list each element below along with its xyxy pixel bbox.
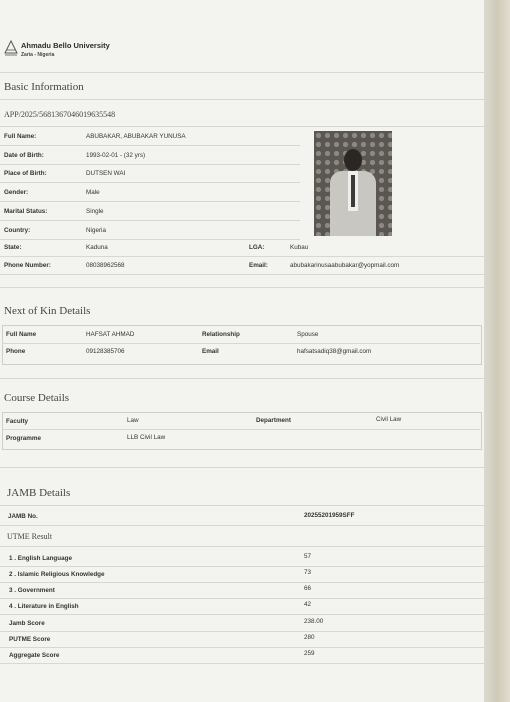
university-crest-icon <box>4 40 18 56</box>
subject-label: 1 . English Language <box>9 555 72 562</box>
faculty-label: Faculty <box>6 418 29 425</box>
university-name: Ahmadu Bello University <box>21 41 110 50</box>
programme-value: LLB Civil Law <box>127 434 166 441</box>
basic-field-value: Nigeria <box>86 227 106 234</box>
basic-field-value: 08038962568 <box>86 262 125 269</box>
kin-fullname-label: Full Name <box>6 331 37 338</box>
kin-phone-label: Phone <box>6 348 26 355</box>
course-title: Course Details <box>4 392 70 404</box>
applicant-photo <box>314 131 392 236</box>
page-edge <box>484 0 510 702</box>
basic-field-label: Phone Number: <box>4 262 51 269</box>
application-id: APP/2025/5681367046019635548 <box>4 110 116 119</box>
basic-field-label: Marital Status: <box>4 208 48 215</box>
basic-field-value: Kaduna <box>86 244 108 251</box>
score-label: Jamb Score <box>9 620 45 627</box>
subject-value: 42 <box>304 601 312 608</box>
score-value: 259 <box>304 650 315 657</box>
basic-field-value: 1993-02-01 - (32 yrs) <box>86 152 146 159</box>
basic-field-label: Place of Birth: <box>4 170 47 177</box>
subject-value: 57 <box>304 553 312 560</box>
jamb-title: JAMB Details <box>7 487 71 499</box>
basic-field-value: Single <box>86 208 104 215</box>
lga-label: LGA: <box>249 244 265 251</box>
subject-value: 73 <box>304 569 312 576</box>
basic-info-title: Basic Information <box>4 81 84 93</box>
subject-label: 2 . Islamic Religious Knowledge <box>9 571 105 578</box>
university-location: Zaria - Nigeria <box>21 52 55 58</box>
kin-phone-value: 09128385706 <box>86 348 125 355</box>
basic-field-label: Country: <box>4 227 31 234</box>
basic-field-label: Full Name: <box>4 133 37 140</box>
kin-relationship-value: Spouse <box>297 331 319 338</box>
kin-email-value: hafsatsadiq38@gmail.com <box>297 348 372 355</box>
email-value: abubakarinusaabubakar@yopmail.com <box>290 262 400 269</box>
department-value: Civil Law <box>376 416 402 423</box>
basic-field-label: Gender: <box>4 189 29 196</box>
department-label: Department <box>256 417 291 424</box>
score-value: 238.00 <box>304 618 324 625</box>
lga-value: Kubau <box>290 244 309 251</box>
utme-title: UTME Result <box>7 532 53 541</box>
subject-value: 66 <box>304 585 312 592</box>
score-label: Aggregate Score <box>9 652 60 659</box>
programme-label: Programme <box>6 435 41 442</box>
basic-field-value: Male <box>86 189 100 196</box>
kin-title: Next of Kin Details <box>4 305 91 317</box>
score-value: 280 <box>304 634 315 641</box>
score-label: PUTME Score <box>9 636 51 643</box>
jamb-no-label: JAMB No. <box>8 513 38 520</box>
basic-field-label: State: <box>4 244 22 251</box>
basic-field-value: DUTSEN WAI <box>86 170 126 177</box>
kin-email-label: Email <box>202 348 219 355</box>
subject-label: 4 . Literature in English <box>9 603 79 610</box>
kin-relationship-label: Relationship <box>202 331 240 338</box>
email-label: Email: <box>249 262 268 269</box>
jamb-no-value: 20255201959SFF <box>304 512 355 519</box>
faculty-value: Law <box>127 417 139 424</box>
subject-label: 3 . Government <box>9 587 55 594</box>
basic-field-label: Date of Birth: <box>4 152 44 159</box>
basic-field-value: ABUBAKAR, ABUBAKAR YUNUSA <box>86 133 186 140</box>
kin-fullname-value: HAFSAT AHMAD <box>86 331 135 338</box>
